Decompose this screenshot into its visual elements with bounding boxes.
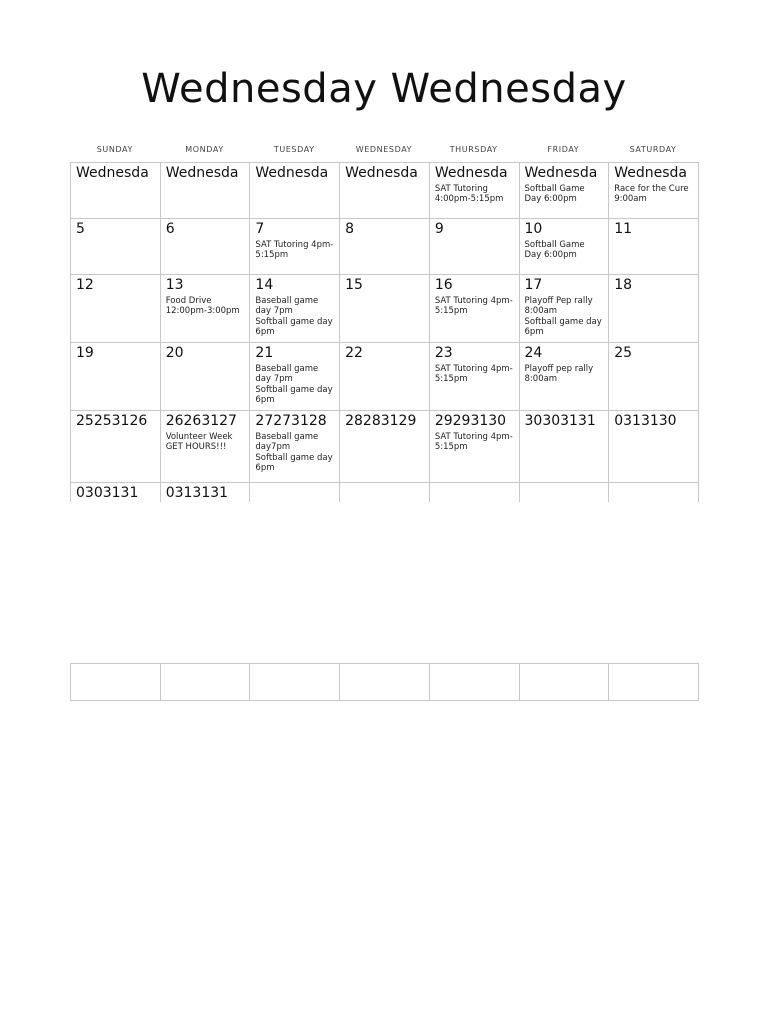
day-number: 20 — [165, 345, 184, 361]
week-row — [71, 343, 699, 411]
day-cell[interactable] — [71, 163, 161, 219]
day-cell[interactable] — [609, 343, 699, 411]
day-cell[interactable] — [609, 411, 699, 483]
empty-day-cell — [340, 664, 430, 701]
weekday-header: THURSDAY — [449, 145, 498, 154]
day-cell[interactable] — [250, 163, 340, 219]
day-cell[interactable] — [71, 275, 161, 343]
day-number: 30303131 — [524, 413, 596, 429]
day-number: Wednesda — [345, 165, 418, 181]
day-number: 5 — [76, 221, 85, 237]
day-number: 10 — [524, 221, 543, 237]
empty-day-cell — [71, 664, 161, 701]
day-number: 8 — [345, 221, 355, 237]
day-number: 14 — [255, 277, 274, 293]
day-cell[interactable] — [429, 275, 519, 343]
weekday-header: SATURDAY — [629, 145, 677, 154]
day-cell[interactable] — [160, 343, 250, 411]
day-cell[interactable] — [160, 411, 250, 483]
day-number: 17 — [524, 277, 543, 293]
day-number: 21 — [255, 345, 274, 361]
weekday-header: FRIDAY — [547, 145, 580, 154]
event-text: SAT Tutoring 4pm-5:15pm — [255, 240, 334, 260]
day-cell[interactable] — [519, 411, 609, 483]
day-cell[interactable] — [519, 219, 609, 275]
day-number: Wednesda — [255, 165, 329, 181]
blank-area — [60, 502, 710, 660]
day-cell[interactable] — [519, 275, 609, 343]
event-text: Baseball game day 7pm — [255, 296, 319, 316]
day-number: 12 — [76, 277, 94, 293]
empty-day-cell — [160, 664, 250, 701]
day-cell[interactable] — [519, 343, 609, 411]
day-number: 25253126 — [76, 413, 148, 429]
page-title: Wednesday Wednesday — [141, 66, 627, 112]
day-cell[interactable] — [340, 411, 430, 483]
day-cell[interactable] — [609, 219, 699, 275]
day-number: 15 — [345, 277, 363, 293]
day-number: 11 — [614, 221, 633, 237]
event-text: Race for the Cure 9:00am — [614, 184, 689, 204]
day-number: 0313131 — [165, 485, 229, 501]
day-cell[interactable] — [250, 219, 340, 275]
event-text: SAT Tutoring 4pm-5:15pm — [434, 432, 513, 452]
empty-day-cell — [519, 664, 609, 701]
day-cell[interactable] — [429, 163, 519, 219]
empty-day-cell — [609, 664, 699, 701]
weekday-header: TUESDAY — [273, 145, 315, 154]
day-number: 23 — [434, 345, 453, 361]
event-text: Food Drive 12:00pm-3:00pm — [165, 296, 240, 316]
day-cell[interactable] — [250, 411, 340, 483]
event-text: Baseball game day 7pm — [255, 364, 319, 384]
day-number: Wednesda — [614, 165, 687, 181]
event-text: Playoff Pep rally 8:00am — [524, 296, 593, 316]
day-number: 19 — [76, 345, 94, 361]
event-text: Baseball game day7pm — [255, 432, 319, 452]
day-number: 7 — [255, 221, 265, 237]
event-text: Softball game day 6pm — [255, 317, 333, 337]
day-number: 28283129 — [345, 413, 417, 429]
event-text: Softball game day 6pm — [255, 385, 333, 405]
day-cell[interactable] — [429, 219, 519, 275]
week-row — [71, 163, 699, 219]
day-cell[interactable] — [160, 275, 250, 343]
day-cell[interactable] — [250, 275, 340, 343]
day-number: 24 — [524, 345, 543, 361]
day-number: 16 — [434, 277, 453, 293]
event-text: Softball game day 6pm — [255, 453, 333, 473]
day-cell[interactable] — [340, 163, 430, 219]
weekday-header: SUNDAY — [96, 145, 133, 154]
day-number: 13 — [165, 277, 184, 293]
day-number: 18 — [614, 277, 633, 293]
empty-day-cell — [429, 664, 519, 701]
day-number: 26263127 — [165, 413, 237, 429]
weekday-header-row — [70, 145, 698, 154]
day-number: 0303131 — [76, 485, 139, 501]
day-cell[interactable] — [250, 343, 340, 411]
day-cell[interactable] — [340, 219, 430, 275]
day-cell[interactable] — [340, 275, 430, 343]
day-number: Wednesda — [434, 165, 508, 181]
day-number: Wednesda — [165, 165, 239, 181]
day-number: 29293130 — [434, 413, 507, 429]
day-number: 22 — [345, 345, 363, 361]
day-cell[interactable] — [160, 219, 250, 275]
week-row — [71, 275, 699, 343]
day-number: 25 — [614, 345, 633, 361]
event-text: Playoff pep rally 8:00am — [524, 364, 594, 384]
day-number: Wednesda — [524, 165, 598, 181]
day-cell[interactable] — [429, 343, 519, 411]
calendar-grid-extra-row — [70, 663, 699, 701]
day-cell[interactable] — [71, 343, 161, 411]
day-number: 9 — [434, 221, 444, 237]
week-row — [71, 411, 699, 483]
empty-day-cell — [250, 664, 340, 701]
day-cell[interactable] — [71, 219, 161, 275]
weekday-header: WEDNESDAY — [355, 145, 413, 154]
day-cell[interactable] — [609, 163, 699, 219]
day-cell[interactable] — [340, 343, 430, 411]
event-text: Softball game day 6pm — [524, 317, 602, 337]
day-cell[interactable] — [519, 163, 609, 219]
week-row — [71, 664, 699, 701]
event-text: SAT Tutoring 4:00pm-5:15pm — [434, 184, 504, 204]
event-text: SAT Tutoring 4pm-5:15pm — [434, 364, 513, 384]
day-number: 6 — [165, 221, 175, 237]
day-cell[interactable] — [160, 163, 250, 219]
day-number: 27273128 — [255, 413, 327, 429]
event-text: Softball Game Day 6:00pm — [524, 184, 585, 204]
day-cell[interactable] — [429, 411, 519, 483]
week-row — [71, 219, 699, 275]
day-number: Wednesda — [76, 165, 149, 181]
day-number: 0313130 — [614, 413, 677, 429]
day-cell[interactable] — [609, 275, 699, 343]
weekday-header: MONDAY — [185, 145, 224, 154]
event-text: Softball Game Day 6:00pm — [524, 240, 585, 260]
calendar-grid — [70, 162, 699, 505]
event-text: Volunteer Week GET HOURS!!! — [165, 432, 233, 452]
day-cell[interactable] — [71, 411, 161, 483]
event-text: SAT Tutoring 4pm-5:15pm — [434, 296, 513, 316]
